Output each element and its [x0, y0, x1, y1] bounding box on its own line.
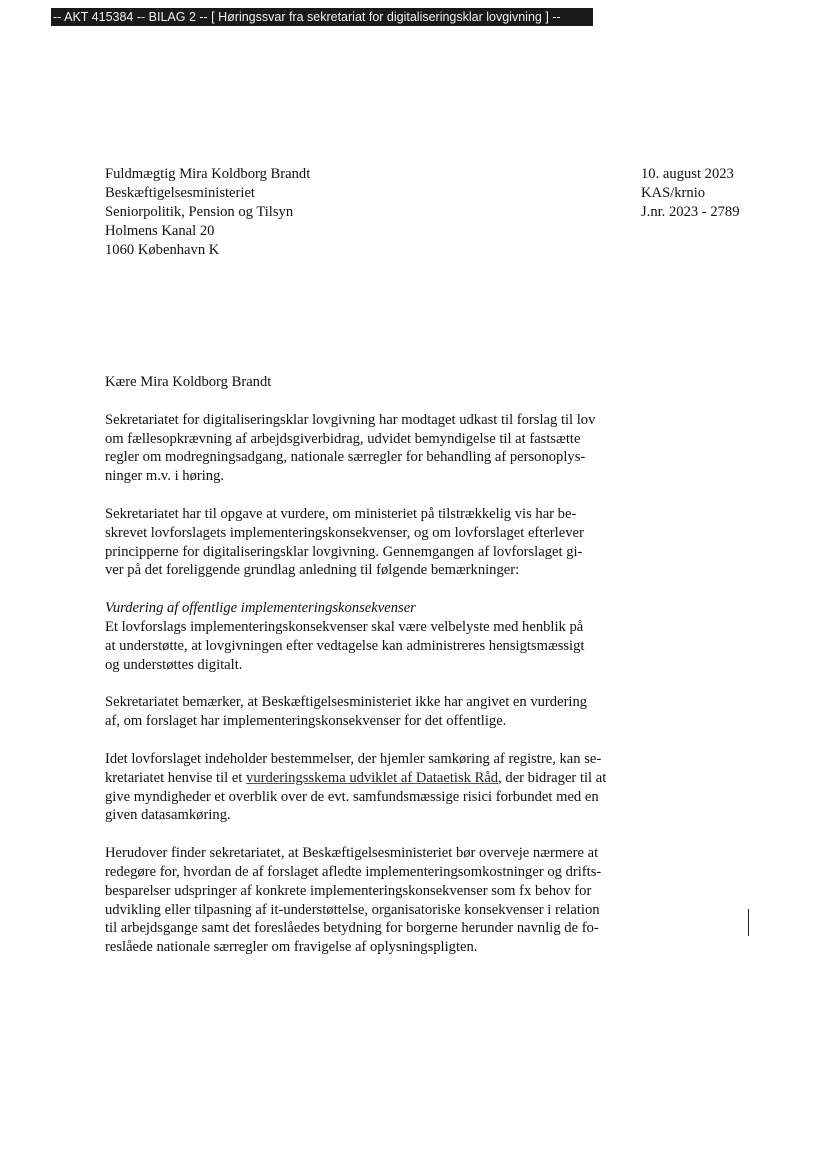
- recipient-department: Seniorpolitik, Pension og Tilsyn: [105, 204, 294, 220]
- recipient-street: Holmens Kanal 20: [105, 223, 215, 239]
- section-heading: Vurdering af offentlige implementeringskonsekvenser: [105, 600, 416, 617]
- paragraph-line: principperne for digitaliseringsklar lovgivning. Gennemgangen af lovforslaget gi-: [105, 543, 583, 560]
- recipient-city: 1060 København K: [105, 242, 220, 258]
- paragraph-task: [105, 505, 611, 580]
- paragraph-line: skrevet lovforslagets implementeringskonsekvenser, og om lovforslaget efterlever: [105, 524, 584, 541]
- letter-date: 10. august 2023: [641, 166, 734, 182]
- paragraph-line: udvikling eller tilpasning af it-understøttelse, organisatoriske konsekvenser i relation: [105, 901, 600, 918]
- paragraph-line: Sekretariatet for digitaliseringsklar lovgivning har modtaget udkast til forslag til lov: [105, 411, 596, 428]
- paragraph-line: redegøre for, hvordan de af forslaget afledte implementeringsomkostninger og drifts-: [105, 863, 602, 880]
- paragraph-further: [105, 844, 611, 957]
- paragraph-line-with-link: [105, 769, 611, 788]
- salutation: Kære Mira Koldborg Brandt: [105, 374, 272, 390]
- paragraph-line: Sekretariatet har til opgave at vurdere, om ministeriet på tilstrækkelig vis har be-: [105, 505, 577, 522]
- paragraph-line: og understøttes digitalt.: [105, 656, 243, 673]
- paragraph-line: Herudover finder sekretariatet, at Beskæftigelsesministeriet bør overveje nærmere at: [105, 845, 599, 862]
- recipient-address: [105, 165, 310, 260]
- journal-number: J.nr. 2023 - 2789: [641, 204, 740, 220]
- paragraph-line: ninger m.v. i høring.: [105, 468, 225, 485]
- recipient-ministry: Beskæftigelsesministeriet: [105, 185, 255, 201]
- paragraph-line: Idet lovforslaget indeholder bestemmelser, der hjemler samkøring af registre, kan se-: [105, 750, 602, 767]
- paragraph-datasamkoring: [105, 750, 611, 825]
- paragraph-intro: [105, 411, 611, 486]
- letter-initials: KAS/krnio: [641, 185, 706, 201]
- letter-body: [105, 373, 611, 976]
- paragraph-line: Sekretariatet bemærker, at Beskæftigelsesministeriet ikke har angivet en vurdering: [105, 694, 588, 711]
- link-suffix: , der bidrager til at: [498, 769, 607, 786]
- paragraph-remark: [105, 693, 611, 731]
- paragraph-line: given datasamkøring.: [105, 807, 231, 824]
- document-header-bar: -- AKT 415384 -- BILAG 2 -- [ Høringssvar fra sekretariat for digitaliseringsklar lovgivning ] --: [51, 8, 593, 26]
- scan-margin-mark: [748, 909, 749, 936]
- paragraph-line: reslåede nationale særregler om fravigelse af oplysningspligten.: [105, 939, 478, 956]
- paragraph-line: ver på det foreliggende grundlag anledning til følgende bemærkninger:: [105, 562, 520, 579]
- paragraph-line: besparelser udspringer af konkrete implementeringskonsekvenser som fx behov for: [105, 882, 592, 899]
- paragraph-line: Et lovforslags implementeringskonsekvenser skal være velbelyste med henblik på: [105, 618, 584, 635]
- paragraph-line: om fællesopkrævning af arbejdsgiverbidrag, udvidet bemyndigelse til at fastsætte: [105, 430, 581, 447]
- paragraph-line: give myndigheder et overblik over de evt. samfundsmæssige risici forbundet med en: [105, 788, 599, 805]
- letter-meta: [641, 165, 740, 222]
- recipient-name: Fuldmægtig Mira Koldborg Brandt: [105, 166, 311, 182]
- link-prefix: kretariatet henvise til et: [105, 769, 247, 786]
- paragraph-line: til arbejdsgange samt det foreslåedes betydning for borgerne herunder navnlig de fo-: [105, 920, 599, 937]
- paragraph-assessment: [105, 599, 611, 674]
- paragraph-line: at understøtte, at lovgivningen efter vedtagelse kan administreres hensigtsmæssigt: [105, 637, 585, 654]
- paragraph-line: regler om modregningsadgang, nationale særregler for behandling af personoplys-: [105, 449, 586, 466]
- vurderingsskema-link[interactable]: vurderingsskema udviklet af Dataetisk Råd: [246, 769, 499, 786]
- paragraph-line: af, om forslaget har implementeringskonsekvenser for det offentlige.: [105, 713, 507, 730]
